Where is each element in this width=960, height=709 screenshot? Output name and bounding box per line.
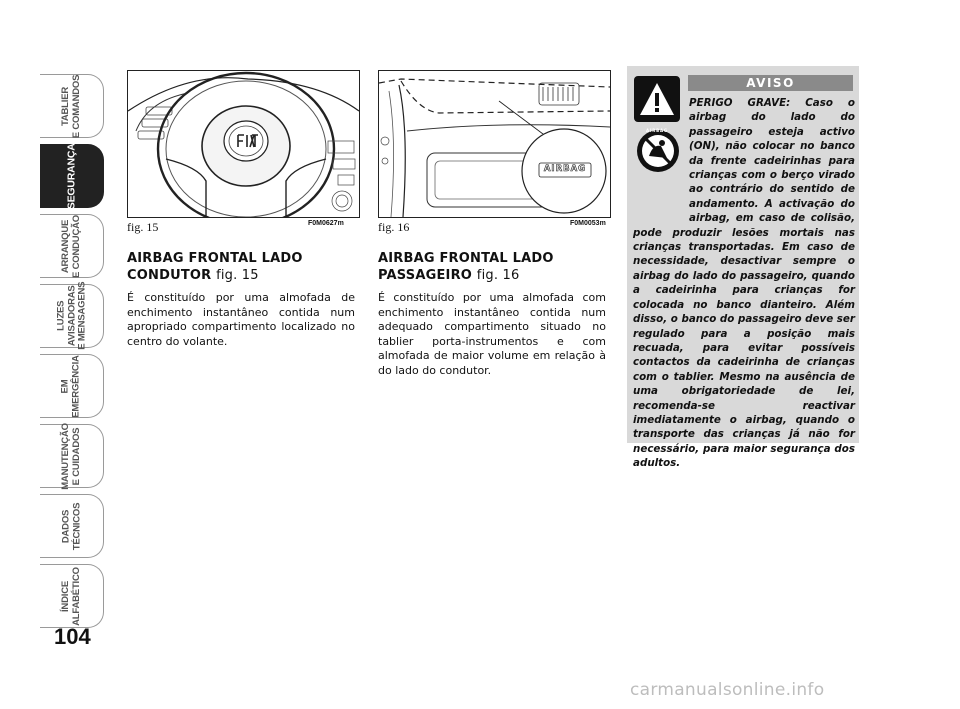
tab-indice-alfabetico[interactable] bbox=[40, 564, 104, 628]
heading-fig-ref: fig. 15 bbox=[216, 268, 259, 283]
page-number: 104 bbox=[54, 624, 91, 649]
heading-title: AIRBAG FRONTAL LADO PASSAGEIRO bbox=[378, 251, 554, 283]
tab-label: TABLIER E COMANDOS bbox=[60, 74, 82, 138]
section-heading bbox=[378, 250, 606, 284]
airbag-label: AIRBAG bbox=[543, 164, 587, 174]
tab-label: SEGURANÇA bbox=[65, 143, 78, 209]
watermark: carmanualsonline.info bbox=[630, 680, 825, 700]
tab-manutencao-cuidados[interactable] bbox=[40, 424, 104, 488]
fig15-caption: fig. 15 bbox=[127, 220, 159, 234]
tab-label: ÍNDICE ALFABÉTICO bbox=[59, 566, 82, 626]
heading-title: AIRBAG FRONTAL LADO CONDUTOR bbox=[127, 251, 303, 283]
section-passenger-airbag bbox=[378, 250, 606, 379]
tab-label: EM EMERGÊNCIA bbox=[60, 354, 82, 418]
no-child-seat-icon-label: AIRBAG bbox=[646, 128, 668, 133]
tab-luzes-avisadoras[interactable] bbox=[40, 281, 104, 351]
tab-dados-tecnicos[interactable] bbox=[40, 494, 104, 558]
heading-fig-ref: fig. 16 bbox=[476, 268, 520, 283]
tab-label: LUZES AVISADORAS E MENSAGENS bbox=[54, 281, 87, 351]
tab-label: DADOS TÉCNICOS bbox=[60, 502, 82, 550]
warning-text-indent bbox=[633, 96, 689, 220]
figure-passenger-dashboard bbox=[378, 70, 611, 218]
figure-steering-wheel bbox=[127, 70, 360, 218]
fig16-caption: fig. 16 bbox=[378, 220, 410, 234]
passenger-dashboard-illustration bbox=[379, 71, 610, 217]
warning-box bbox=[627, 66, 859, 470]
warning-title: AVISO bbox=[688, 75, 853, 91]
fig16-code: F0M0053m bbox=[570, 220, 606, 227]
tab-label: MANUTENÇÃO E CUIDADOS bbox=[60, 422, 82, 490]
warning-body: PERIGO GRAVE: Caso o airbag do lado do passageiro esteja activo (ON), não colocar no banco da frente cadeirinhas para crianças com o berço virado ao contrário do sentido de andamento. A activação do airbag, em caso de colisão, pode produzir lesões mortais nas crianças transportadas. Em caso de necessidade, desactivar sempre o airbag do lado do passageiro, quando a cadeirinha para crianças for colocada no banco dianteiro. Além disso, o banco do passageiro deve ser regulado para a posição mais recuada, para evitar possíveis contactos da cadeirinha de crianças com o tablier. Mesmo na ausência de uma obrigatoriedade de lei, recomenda-se reactivar imediatamente o airbag, quando o transporte das crianças já não for necessário, para maior segurança dos adultos. bbox=[633, 97, 855, 470]
steering-wheel-illustration bbox=[128, 71, 359, 217]
tab-arranque-conducao[interactable] bbox=[40, 214, 104, 278]
fig15-code: F0M0627m bbox=[308, 220, 344, 227]
section-body: É constituído por uma almofada de enchimento instantâneo contida num apropriado compartimento localizado no centro do volante. bbox=[127, 291, 355, 348]
tab-label: ARRANQUE E CONDUÇÃO bbox=[59, 214, 82, 278]
section-body: É constituído por uma almofada com enchimento instantâneo contida num adequado compartimento situado no tablier porta-instrumentos e com almofada de maior volume em relação à do lado do condutor. bbox=[378, 291, 606, 377]
section-heading bbox=[127, 250, 355, 284]
section-driver-airbag bbox=[127, 250, 355, 349]
warning-text bbox=[633, 96, 855, 471]
tab-em-emergencia[interactable] bbox=[40, 354, 104, 418]
tab-seguranca[interactable] bbox=[40, 144, 104, 208]
tab-tablier-comandos[interactable] bbox=[40, 74, 104, 138]
